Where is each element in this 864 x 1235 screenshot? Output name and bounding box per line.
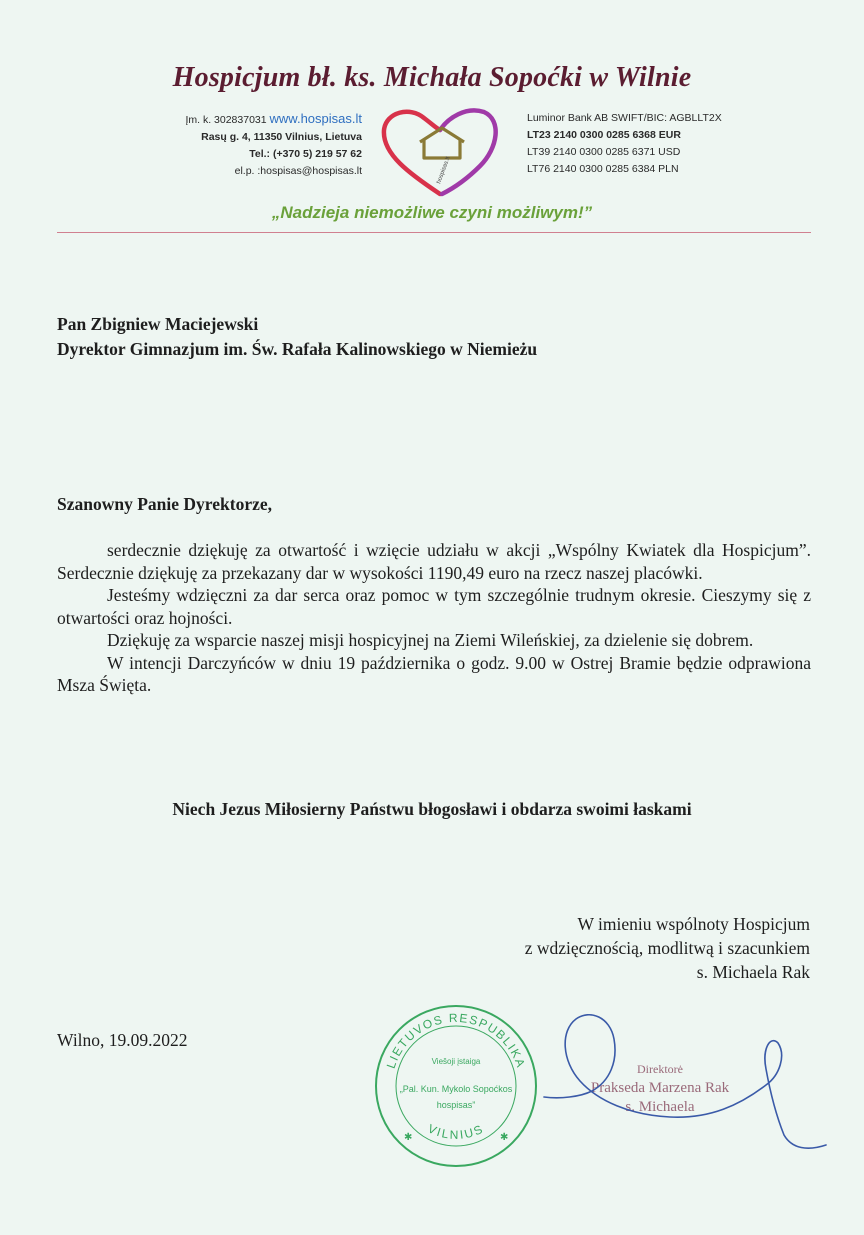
salutation: Szanowny Panie Dyrektorze, bbox=[57, 494, 272, 514]
place-date: Wilno, 19.09.2022 bbox=[57, 1030, 188, 1050]
letter-body bbox=[57, 539, 811, 697]
stamp-star-icon: ✱ bbox=[500, 1132, 509, 1143]
recipient-position: Dyrektor Gimnazjum im. Św. Rafała Kalinowskiego w Niemieżu bbox=[57, 339, 538, 359]
phone: Tel.: (+370 5) 219 57 62 bbox=[249, 148, 362, 160]
blessing: Niech Jezus Miłosierny Państwu błogosławi i obdarza swoimi łaskami bbox=[172, 799, 692, 819]
director-religious-name: s. Michaela bbox=[625, 1099, 695, 1115]
stamp-bottom-arc: VILNIUS bbox=[425, 1121, 487, 1142]
director-name: Prakseda Marzena Rak bbox=[590, 1080, 730, 1096]
header-divider bbox=[57, 232, 811, 233]
account-usd: LT39 2140 0300 0285 6371 USD bbox=[527, 146, 681, 158]
recipient-name: Pan Zbigniew Maciejewski bbox=[57, 314, 259, 334]
company-code: Įm. k. 302837031 bbox=[185, 114, 267, 126]
paragraph: Jesteśmy wdzięczni za dar serca oraz pomoc w tym szczególnie trudnym okresie. Cieszymy się z otwartości oraz hojności. bbox=[57, 585, 811, 628]
stamp-line: hospisas” bbox=[436, 1100, 476, 1110]
account-eur: LT23 2140 0300 0285 6368 EUR bbox=[527, 129, 681, 141]
motto: „Nadzieja niemożliwe czyni możliwym!” bbox=[271, 203, 593, 222]
contact-block bbox=[130, 110, 362, 180]
account-pln: LT76 2140 0300 0285 6384 PLN bbox=[527, 163, 679, 175]
director-role: Direktorė bbox=[637, 1062, 683, 1076]
stamp-top-arc: LIETUVOS RESPUBLIKA bbox=[383, 1010, 529, 1071]
signer-name: s. Michaela Rak bbox=[696, 962, 810, 982]
closing-line: W imieniu wspólnoty Hospicjum bbox=[577, 914, 810, 934]
closing-line: z wdzięcznością, modlitwą i szacunkiem bbox=[524, 938, 810, 958]
company-code-line bbox=[130, 110, 362, 129]
address: Rasų g. 4, 11350 Vilnius, Lietuva bbox=[201, 131, 362, 143]
heart-house-logo bbox=[380, 104, 500, 200]
website-link[interactable]: www.hospisas.lt bbox=[269, 111, 362, 126]
closing-block bbox=[380, 912, 810, 984]
bank-line: Luminor Bank AB SWIFT/BIC: AGBLLT2X bbox=[527, 112, 722, 124]
stamp-line: „Pal. Kun. Mykolo Sopoćkos bbox=[399, 1084, 513, 1094]
recipient-block bbox=[57, 312, 537, 362]
paragraph: serdecznie dziękuję za otwartość i wzięcie udziału w akcji „Wspólny Kwiatek dla Hospicjum”. Serdecznie dziękuję za przekazany dar w wysokości 1190,49 euro na rzecz naszej placówki. bbox=[57, 540, 811, 583]
email: el.p. :hospisas@hospisas.lt bbox=[234, 165, 362, 177]
svg-text:VILNIUS bbox=[426, 1121, 487, 1142]
handwritten-signature bbox=[540, 1005, 830, 1155]
official-stamp bbox=[370, 1000, 542, 1172]
stamp-line: Viešoji įstaiga bbox=[431, 1057, 481, 1066]
bank-details bbox=[527, 110, 787, 178]
paragraph: W intencji Darczyńców w dniu 19 października o godz. 9.00 w Ostrej Bramie będzie odprawiona Msza Święta. bbox=[57, 652, 811, 695]
organization-title: Hospicjum bł. ks. Michała Sopoćki w Wilnie bbox=[172, 62, 692, 93]
paragraph: Dziękuję za wsparcie naszej misji hospicyjnej na Ziemi Wileńskiej, za dzielenie się dobrem. bbox=[107, 630, 754, 650]
logo-text: hospisas.lt bbox=[436, 155, 452, 185]
stamp-star-icon: ✱ bbox=[404, 1132, 413, 1143]
